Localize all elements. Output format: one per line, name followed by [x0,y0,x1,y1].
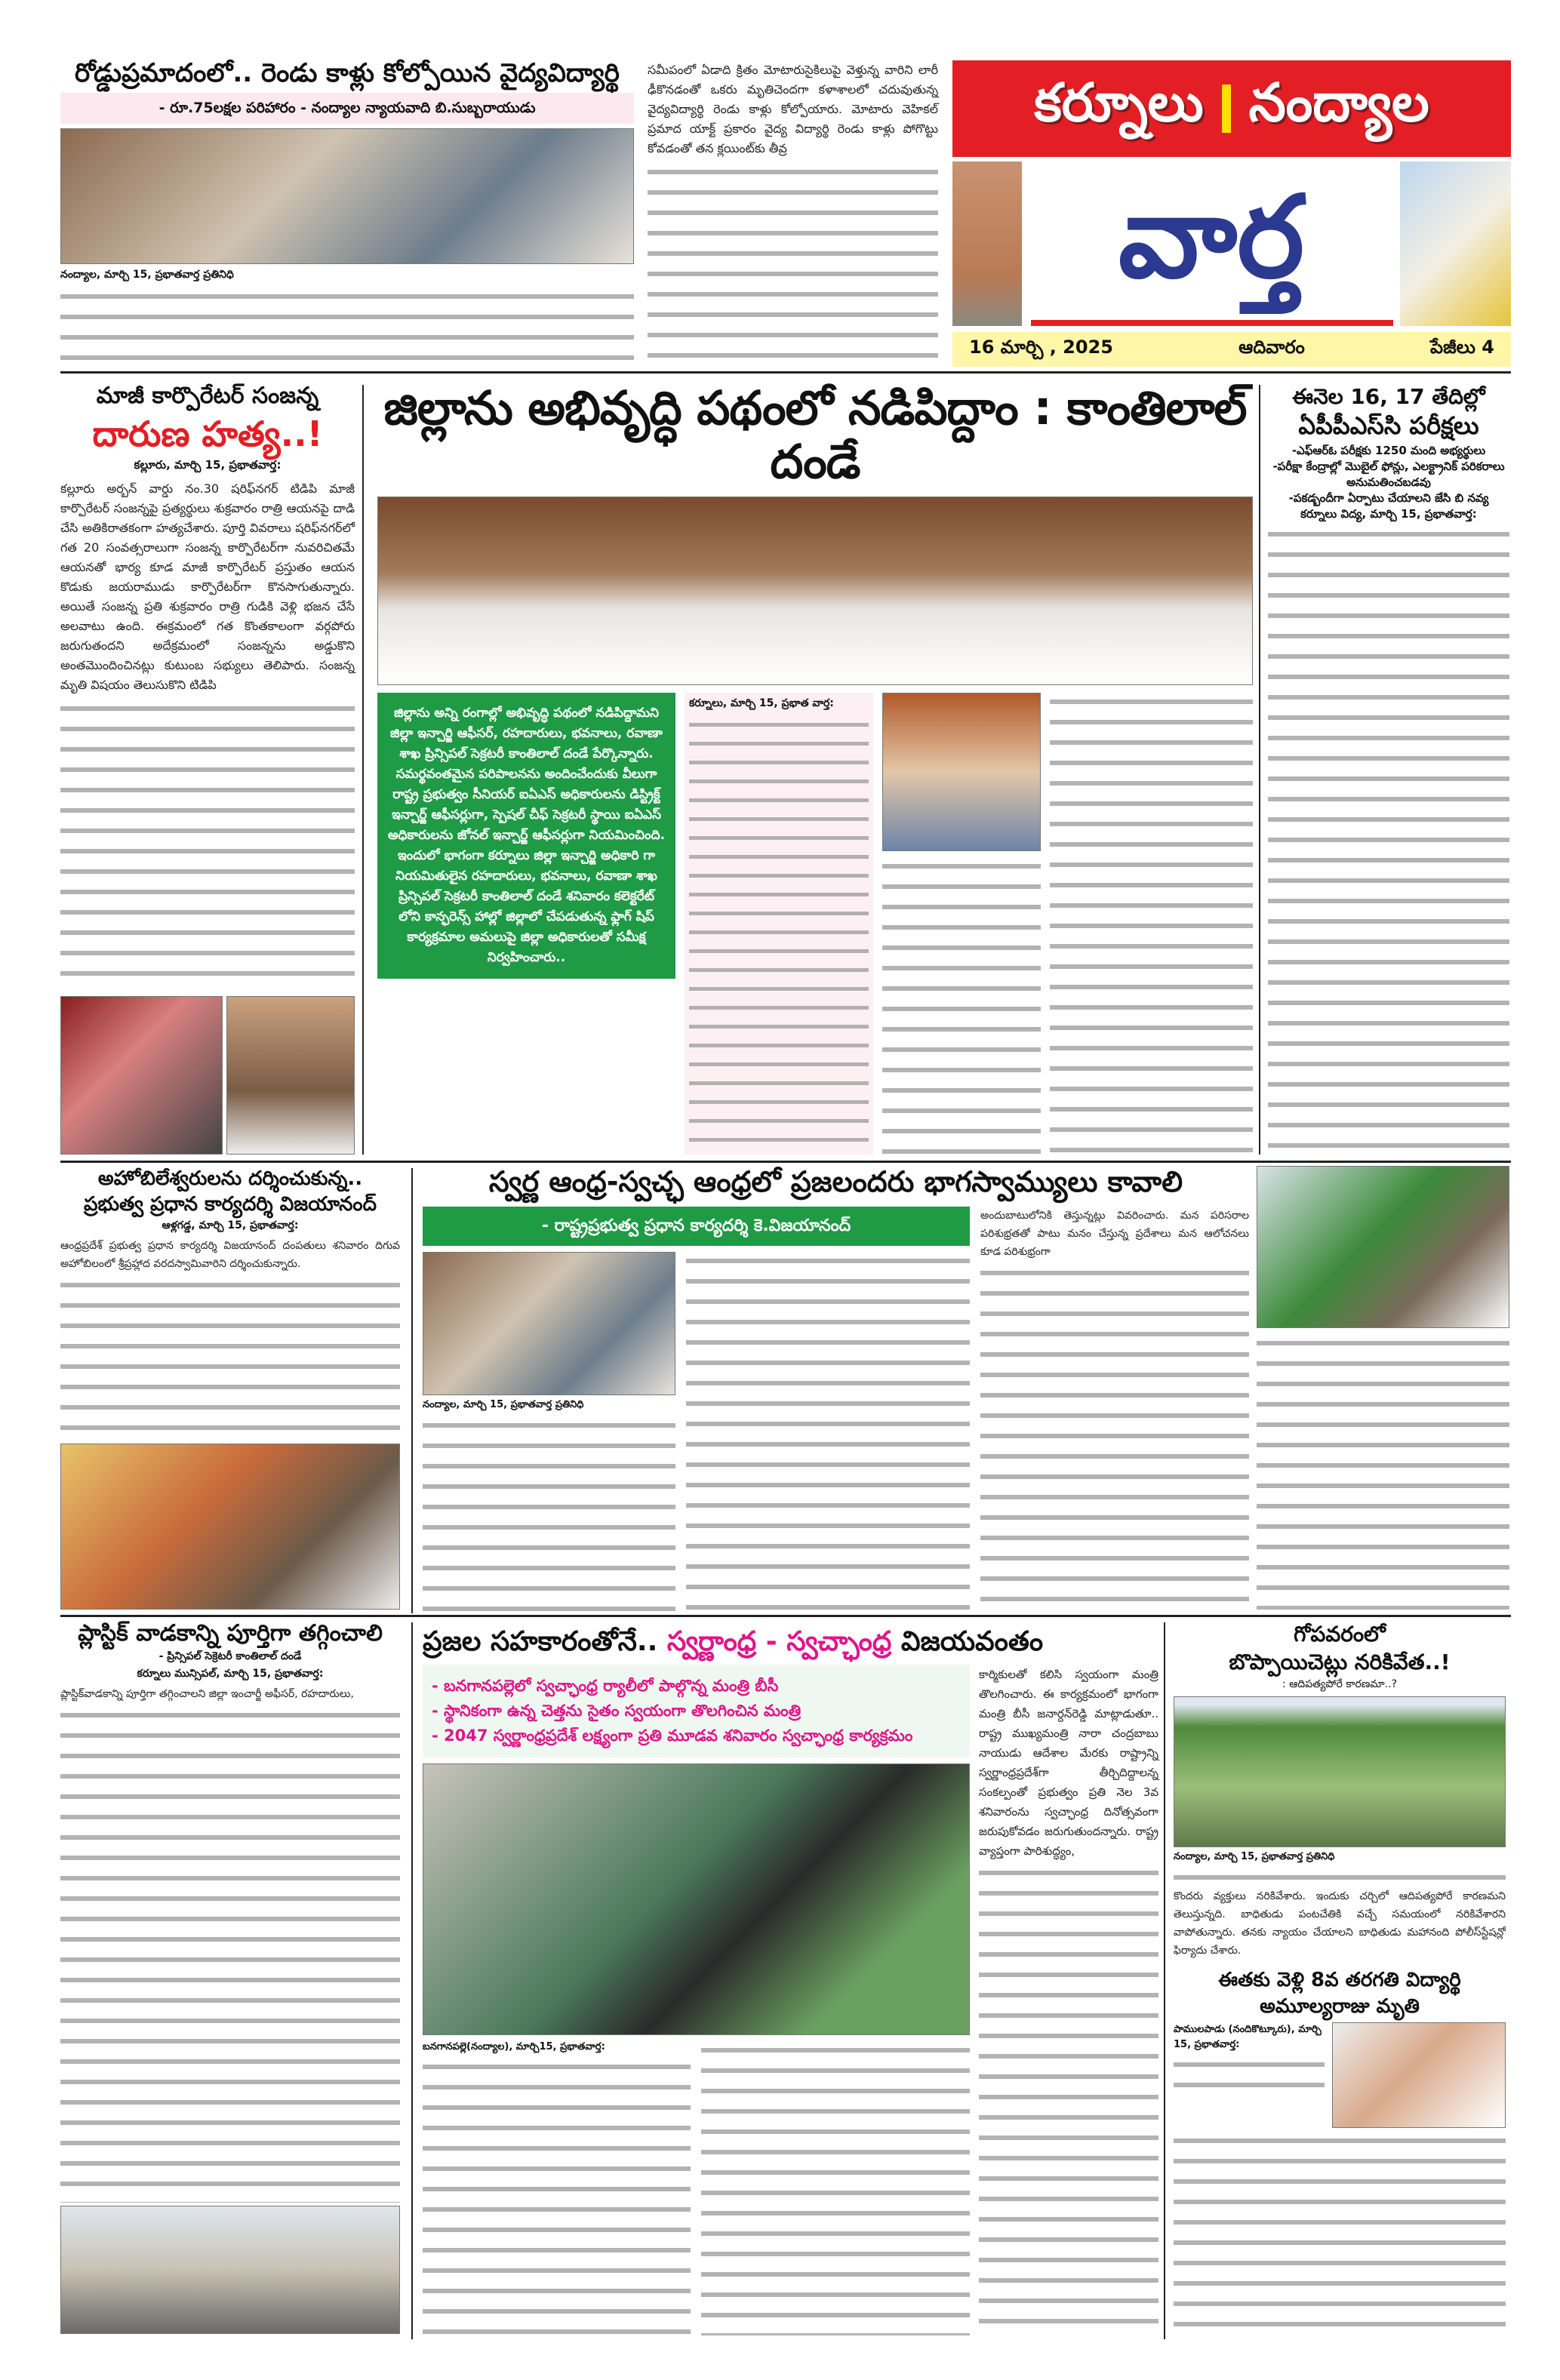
story8-col1 [423,2041,691,2335]
story6-subhead-bar: - రాష్ట్రప్రభుత్వ ప్రధాన కార్యదర్శి కె.విజయానంద్ [423,1207,970,1247]
story10-headline-line1: ఈతకు వెళ్లి 8వ తరగతి విద్యార్థి [1218,1969,1461,1992]
story7-photo-sweeping [60,2206,400,2334]
story6-headline: స్వర్ణ ఆంధ్ర-స్వచ్ఛ ఆంధ్రలో ప్రజలందరు భాగస్వామ్యులు కావాలి [488,1165,1183,1198]
story8-body-col3 [979,1864,1158,2335]
story3-body-col3 [1050,693,1253,1155]
story6-col3 [980,1207,1249,1611]
column-divider [1259,385,1260,1155]
story8-left [423,1665,970,2335]
story9-dateline: నంద్యాల, మార్చి 15, ప్రభాతవార్త ప్రతినిధి [1174,1851,1335,1863]
story6-body-col2 [686,1252,970,1611]
logo-underline [1031,320,1393,326]
story1-side-column [648,60,938,361]
story8-body-col1 [423,2058,691,2335]
story6-right [1257,1166,1509,1610]
story3-text-col1 [685,693,873,1155]
story5-dateline: ఆళ్లగడ్డ, మార్చి 15, ప్రభాతవార్త: [162,1219,299,1232]
column-divider [1164,1622,1165,2339]
story8-bullet-box [423,1665,970,1757]
story3-dateline: కర్నూలు, మార్చి 15, ప్రభాత వార్త: [689,696,834,709]
story7-headline: ప్లాస్టిక్ వాడకాన్ని పూర్తిగా తగ్గించాలి [78,1620,383,1647]
story6-left [423,1207,970,1611]
story9-subhead: : ఆదిపత్యపోరే కారణమా..? [1282,1678,1398,1691]
divider [60,1615,1511,1617]
story7-column [60,1621,400,2334]
story1-dateline: నంద్యాల, మార్చి 15, ప్రభాతవార్త ప్రతినిధి [60,268,234,281]
story2-body: కల్లూరు అర్బన్ వార్డు నం.30 షరిఫ్‌నగర్ టిడిపి మాజీ కార్పొరేటర్ సంజన్నపై ప్రత్యర్థులు శుక్రవారం రాత్రి ఆయనపై దాడి చేసి అతికిరాతకంగా హత్యచేశారు. పూర్తి వివరాలు షరిఫ్‌నగర్‌లో గత 20 సంవత్సరాలుగా సంజన్న కార్పొరేటర్‌గా నువరిచితమే ఆయనతో భార్య కూడ మాజీ కార్పొరేటర్ ప్రస్తుతం ఆయన కొడుకు జయరాముడు కార్పొరేటర్‌గా కొనసాగుతున్నారు. అయితే సంజన్న ప్రతి శుక్రవారం రాత్రి గుడికి వెళ్లి భజన చేసే అలవాటు ఉంది. ఈక్రమంలో గత కొంతకాలంగా వర్గపోరు జరుగుతందని అదేక్రమంలో సంజన్నను అడ్డుకొని అంతమొందించినట్లు కుటుంబ సభ్యులు తెలిపారు. సంజన్న మృతి విషయం తెలుసుకొని టిడిపి [60,481,355,693]
story9-headline-line1: గోపవరంలో [1294,1622,1386,1647]
story6-body-col1 [423,1416,675,1611]
story1-photo-cheque-handover [60,128,634,264]
divider [60,1161,1511,1163]
story4-bullet: -పరీక్షా కేంద్రాల్లో మొబైల్ ఫోన్లు, ఎలక్ట్రానిక్ పరికరాలు అనుమతించబడవు [1272,459,1505,489]
story8-body-col2 [701,2041,970,2335]
story8-col3 [979,1665,1158,2335]
story7-subhead: - ప్రిన్సిపల్ సెక్రెటరీ కాంతిలాల్ దండే [158,1650,302,1662]
story8-photo-minister-cleaning [423,1763,970,2035]
page-count: పేజీలు 4 [1430,337,1494,358]
story8-body: కార్మికులతో కలిసి స్వయంగా మంత్రి తొలగించారు. ఈ కార్యక్రమంలో భాగంగా మంత్రి బీసీ జనార్దన్‌రెడ్డి మాట్లాడుతూ.. రాష్ట్ర ముఖ్యమంత్రి నారా చంద్రబాబు నాయుడు ఆదేశాల మేరకు రాష్ట్రాన్ని స్వర్ణాంధ్రప్రదేశ్‌గా తీర్చిదిద్దాలన్న సంకల్పంతో ప్రభుత్వం ప్రతి నెల 3వ శనివారంను స్వచ్ఛాంధ్ర దినోత్సవంగా జరుపుకోవడం జరుగుతుందన్నారు. రాష్ట్ర వ్యాప్తంగా పారిశుద్ధ్యం, [979,1668,1158,1859]
story8-bullet: - 2047 స్వర్ణాంధ్రప్రదేశ్ లక్ష్యంగా ప్రతి మూడవ శనివారం స్వచ్ఛాంధ్ర కార్యక్రమం [432,1727,913,1745]
story4-dateline: కర్నూలు విద్య, మార్చి 15, ప్రభాతవార్త: [1300,506,1477,521]
story2-body-more [60,700,355,992]
story8-bullet: - బనగానపల్లెలో స్వచ్ఛాంధ్ర ర్యాలీలో పాల్గొన్న మంత్రి బీసీ [432,1677,779,1696]
story5-headline-line1: అహోబిలేశ్వరులను దర్శించుకున్న.. [97,1167,363,1190]
story8-columns [423,1665,1158,2335]
story7-dateline: కర్నూలు మున్సిపల్, మార్చి 15, ప్రభాతవార్త: [137,1667,324,1680]
story3-highlight-box: జిల్లాను అన్ని రంగాల్లో అభివృద్ధి పథంలో నడిపిద్దామని జిల్లా ఇన్చార్జి ఆఫీసర్, రహదారులు, భవనాలు, రవాణా శాఖ ప్రిన్సిపల్ సెక్రటరీ కాంతిలాల్ దండే పేర్కొన్నారు. సమర్థవంతమైన పరిపాలనను అందించేందుకు వీలుగా రాష్ట్ర ప్రభుత్వం సీనియర్ ఐఏఎస్ అధికారులను డిస్ట్రిక్ట్ ఇన్చార్జ్ ఆఫీసర్లుగా, స్పెషల్ చీఫ్ సెక్రటరీ స్థాయి ఐఏఎస్ అధికారులను జోనల్ ఇన్చార్జ్ ఆఫీసర్లుగా నియమించింది. ఇందులో భాగంగా కర్నూలు జిల్లా ఇన్చార్జి అధికారి గా నియమితులైన రహదారులు, భవనాలు, రవాణా శాఖ ప్రిన్సిపల్ సెక్రటరీ కాంతిలాల్ దండే శనివారం కలెక్టరేట్ లోని కాన్ఫరెన్స్ హాల్లో జిల్లాలో చేపడుతున్న ఫ్లాగ్ షిప్ కార్యక్రమాల అమలుపై జిల్లా అధికారులతో సమీక్ష నిర్వహించారు.. [377,693,675,979]
story1-body: సమీపంలో ఏడాది క్రితం మోటారుసైకిలుపై వెళ్తున్న వారిని లారీ ఢీకొనడంతో ఒకరు మృతిచెందగా కళాశాలలో చదువుతున్న వైద్యవిద్యార్థి రెండు కాళ్లు కోల్పోయారు. మోటారు వెహికల్ ప్రమాద యాక్ట్ ప్రకారం వైద్య విద్యార్థి రెండు కాళ్లు పోగొట్టు కోవడంతో తన క్లయింట్‌కు తీవ్ర [648,63,938,155]
story2-dateline: కల్లూరు, మార్చి 15, ప్రభాతవార్త: [134,458,282,472]
story1-main [60,59,634,361]
story8-headline-end: విజయవంతం [900,1626,1044,1657]
story9-photo-papaya-trees [1174,1696,1506,1847]
divider [60,371,1511,374]
story5-headline-line2: ప్రభుత్వ ప్రధాన కార్యదర్శి విజయానంద్ [84,1192,377,1216]
story1-body-more [648,163,938,361]
story3-body-col2 [882,857,1041,1155]
story4-bullets [1268,443,1509,522]
masthead-title-left: కర్నూలు [1034,71,1204,134]
story6-left-columns [423,1252,970,1611]
story6-body-col3 [980,1264,1249,1611]
story10-dateline: పాములపాడు (నందికొట్కూరు), మార్చి 15, ప్రభాతవార్త: [1174,2024,1322,2051]
story4-body [1268,525,1509,1155]
story1-headline: రోడ్డుప్రమాదంలో.. రెండు కాళ్లు కోల్పోయిన వైద్యవిద్యార్థి [75,58,620,88]
story8-headline-pink: స్వర్ణాంధ్ర - స్వచ్ఛాంధ్ర [666,1626,892,1657]
story7-body: ప్లాస్టిక్‌వాడకాన్ని పూర్తిగా తగ్గించాలని జిల్లా ఇంచార్జీ అఫీసర్, రహదారులు, [60,1687,354,1700]
story3-photo-speaker [882,693,1041,851]
story6-block [423,1166,1249,1611]
column-divider [411,1168,413,1613]
story5-photo-temple-visit [60,1444,400,1610]
nandi-bull-image [1400,161,1511,326]
story3-photo-review-meeting [377,497,1253,685]
story10-body [1174,2132,1506,2335]
column-divider [362,385,364,1155]
story3-columns [377,693,1253,1155]
story6-col1 [423,1252,675,1611]
story4-headline-line2: ఏపీపీఎస్‌సి పరీక్షలు [1298,411,1479,441]
masthead-logo: వార్త [1118,172,1305,303]
story9-10-column [1174,1622,1506,2335]
masthead-banner [952,60,1511,157]
story6-body-col4 [1257,1334,1509,1610]
story8-block [423,1626,1158,2335]
story8-bullet: - స్థానికంగా ఉన్న చెత్తను సైతం స్వయంగా తొలగించిన మంత్రి [432,1702,802,1720]
masthead-separator [1222,85,1231,133]
issue-date: 16 మార్చి , 2025 [969,337,1113,358]
story5-body: ఆంధ్రప్రదేశ్ ప్రభుత్వ ప్రధాన కార్యదర్శి విజయానంద్ దంపతులు శనివారం దిగువ అహోబిలంలో శ్రీప్రహ్లాద వరదస్వామివారిని దర్శించుకున్నారు. [60,1239,400,1270]
story5-body-more [60,1276,400,1441]
story2-photo-scene [60,996,223,1155]
story7-body-more [60,1706,400,2203]
story9-body-start [1174,1868,1506,1883]
story8-headline [423,1626,1158,1657]
story2-kicker: మాజీ కార్పొరేటర్ సంజన్న [96,383,319,409]
story8-dateline: బనగానపల్లె(నంద్యాల), మార్చి15, ప్రభాతవార్త: [423,2041,605,2053]
issue-day: ఆదివారం [1238,337,1305,358]
story1-body-continued [60,288,634,361]
story10-body-start [1174,2056,1325,2093]
story3-text-col2 [882,693,1041,1155]
story3-block [377,381,1253,1155]
story1-subhead: - రూ.75లక్షల పరిహారం - నంద్యాల న్యాయవాది బి.సుబ్బరాయుడు [60,93,634,124]
story6-dateline: నంద్యాల, మార్చి 15, ప్రభాతవార్త ప్రతినిధి [423,1399,584,1411]
story3-headline: జిల్లాను అభివృద్ధి పథంలో నడిపిద్దాం : కాంతిలాల్ దండే [383,380,1247,490]
story2-photo-victim [226,996,355,1155]
story6-body: అందుబాటులోనికి తెస్తున్నట్లు వివరించారు. మన పరిసరాల పరిశుభ్రతతో పాటు మనం చేస్తున్న ప్రదేశాలు మన ఆలోచనలు కూడ పరిశుభ్రంగా [980,1209,1249,1258]
date-band [952,332,1511,367]
story10-side [1174,2022,1325,2128]
story5-column [60,1168,400,1610]
story6-photo-flag-off [1257,1166,1509,1328]
story2-headline: దారుణ హత్య..! [92,413,323,454]
story3-body-col1 [689,716,869,1150]
story6-photo-cleanliness-drive [423,1252,675,1395]
masthead-title-right: నంద్యాల [1248,71,1429,134]
story4-bullet: -పకడ్బందీగా ఏర్పాటు చేయాలని జేసి బి నవ్య [1288,490,1489,505]
story8-lower-columns [423,2041,970,2335]
story10-photo-student [1332,2022,1506,2128]
story4-column [1268,385,1509,1155]
story9-body: కొందరు వ్యక్తులు నరికివేశారు. ఇందుకు చర్చిలో ఆదిపత్యపోరే కారణమని తెలుస్తున్నది. బాధితుడు పంటచేతికి వచ్చే సమయంలో నరికివేశారని వాపోతున్నారు. తనకు న్యాయం చేయాలని బాధితుడు మహానంది పోలీస్‌స్టేషన్లో ఫిర్యాదు చేశారు. [1174,1890,1506,1957]
story9-headline-line2: బొప్పాయిచెట్లు నరికివేత..! [1229,1650,1451,1675]
story2-column [60,383,355,1155]
story10-headline-line2: అమూల్యరాజు మృతి [1260,1995,1420,2019]
story10-top [1174,2022,1506,2128]
column-divider [411,1622,413,2339]
story6-columns [423,1207,1249,1611]
fort-image [952,161,1022,326]
story4-headline-line1: ఈనెల 16, 17 తేదిల్లో [1292,384,1485,409]
story8-headline-black: ప్రజల సహకారంతోనే.. [423,1626,658,1657]
story2-photos [60,996,355,1155]
story4-bullet: -ఎఫ్ఆర్ఓ పరీక్షకు 1250 మంది అభ్యర్థులు [1291,443,1486,457]
